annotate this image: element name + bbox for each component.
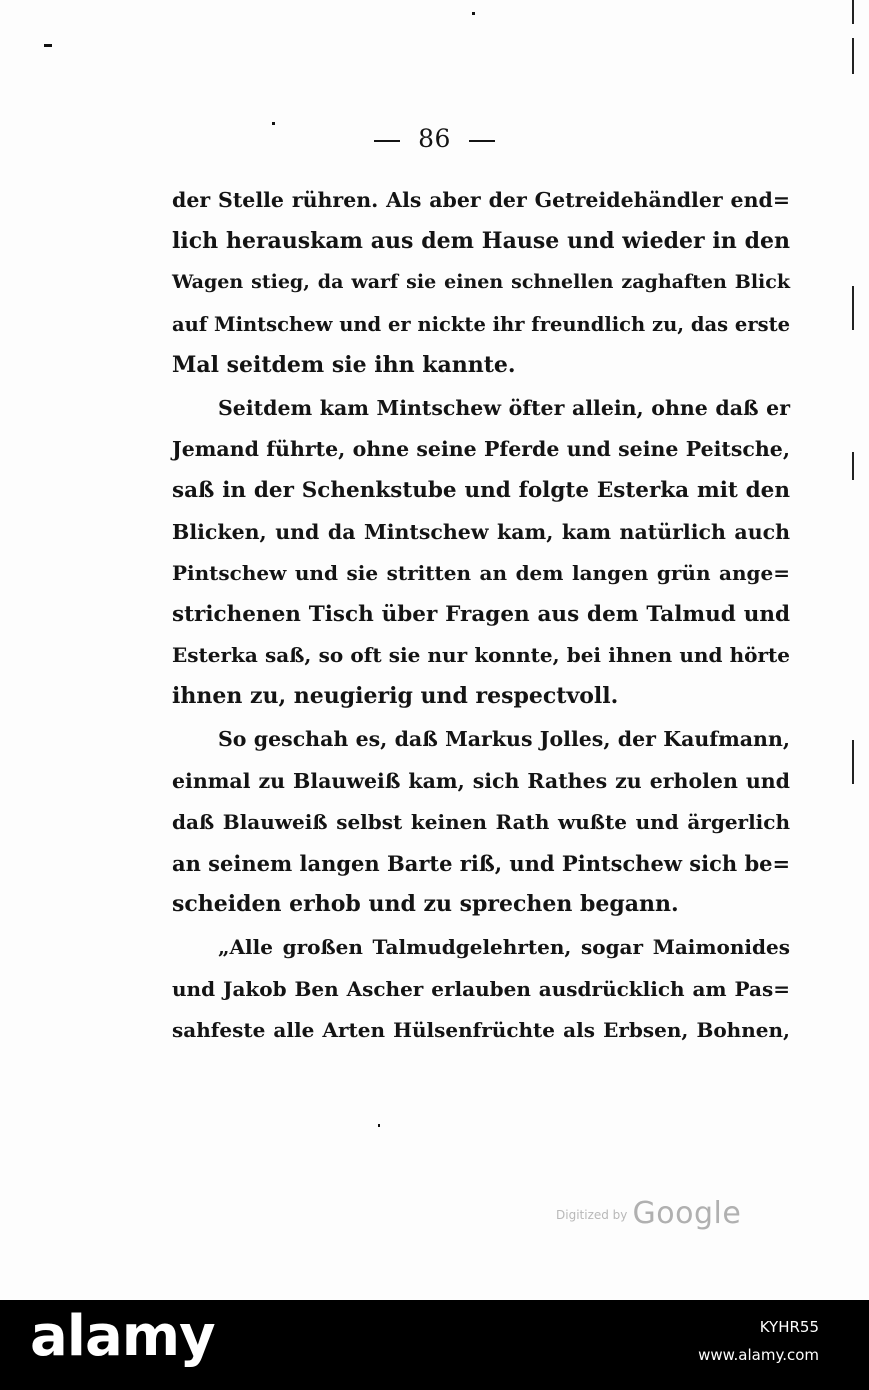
page-body-text	[172, 180, 790, 1051]
paragraph	[172, 388, 790, 718]
text-line: Pintschew und sie stritten an dem langen grün ange=	[172, 560, 790, 585]
text-line: sahfeste alle Arten Hülsenfrüchte als Erbsen, Bohnen,	[172, 1017, 790, 1042]
text-line: einmal zu Blauweiß kam, sich Rathes zu erholen und	[172, 768, 790, 793]
text-line: scheiden erhob und zu sprechen begann.	[172, 891, 679, 918]
scan-speck	[378, 1124, 380, 1127]
scan-edge-line	[852, 0, 854, 24]
text-line: auf Mintschew und er nickte ihr freundlich zu, das erste	[172, 312, 790, 336]
scan-speck	[472, 12, 475, 15]
text-line: daß Blauweiß selbst keinen Rath wußte und ärgerlich	[172, 809, 790, 834]
page-number	[0, 124, 869, 153]
text-line: Blicken, und da Mintschew kam, kam natürlich auch	[172, 519, 790, 544]
alamy-logo: alamy	[30, 1304, 215, 1369]
page-number-value: 86	[418, 124, 451, 153]
text-line: lich herauskam aus dem Hause und wieder in den	[172, 228, 790, 255]
paragraph	[172, 719, 790, 925]
text-line: Esterka saß, so oft sie nur konnte, bei ihnen und hörte	[172, 643, 790, 668]
scan-edge-line	[852, 740, 854, 784]
page-number-dash	[469, 140, 495, 142]
text-line: Mal seitdem sie ihn kannte.	[172, 351, 516, 378]
text-line: der Stelle rühren. Als aber der Getreidehändler end=	[172, 188, 790, 212]
text-line: Jemand führte, ohne seine Pferde und seine Peitsche,	[172, 437, 790, 462]
digitized-watermark	[556, 1196, 741, 1231]
text-line: „Alle großen Talmudgelehrten, sogar Maimonides	[218, 935, 790, 960]
scan-edge-line	[852, 452, 854, 480]
page-number-dash	[374, 140, 400, 142]
google-wordmark: Google	[632, 1196, 742, 1231]
text-line: strichenen Tisch über Fragen aus dem Talmud und	[172, 601, 790, 627]
paragraph	[172, 180, 790, 386]
scan-edge-line	[852, 286, 854, 330]
image-id: KYHR55	[759, 1318, 819, 1336]
text-line: Wagen stieg, da warf sie einen schnellen zaghaften Blick	[172, 271, 790, 294]
site-url: www.alamy.com	[698, 1346, 819, 1364]
text-line: So geschah es, daß Markus Jolles, der Kaufmann,	[218, 727, 790, 752]
text-line: an seinem langen Barte riß, und Pintschew sich be=	[172, 851, 791, 876]
scan-speck	[44, 44, 52, 47]
text-line: saß in der Schenkstube und folgte Esterka mit den	[172, 478, 790, 504]
text-line: und Jakob Ben Ascher erlauben ausdrücklich am Pas=	[172, 976, 790, 1001]
text-line: ihnen zu, neugierig und respectvoll.	[172, 683, 619, 710]
paragraph	[172, 927, 790, 1051]
digitized-prefix: Digitized by	[556, 1208, 628, 1222]
scan-edge-line	[852, 38, 854, 74]
text-line: Seitdem kam Mintschew öfter allein, ohne daß er	[218, 395, 790, 420]
